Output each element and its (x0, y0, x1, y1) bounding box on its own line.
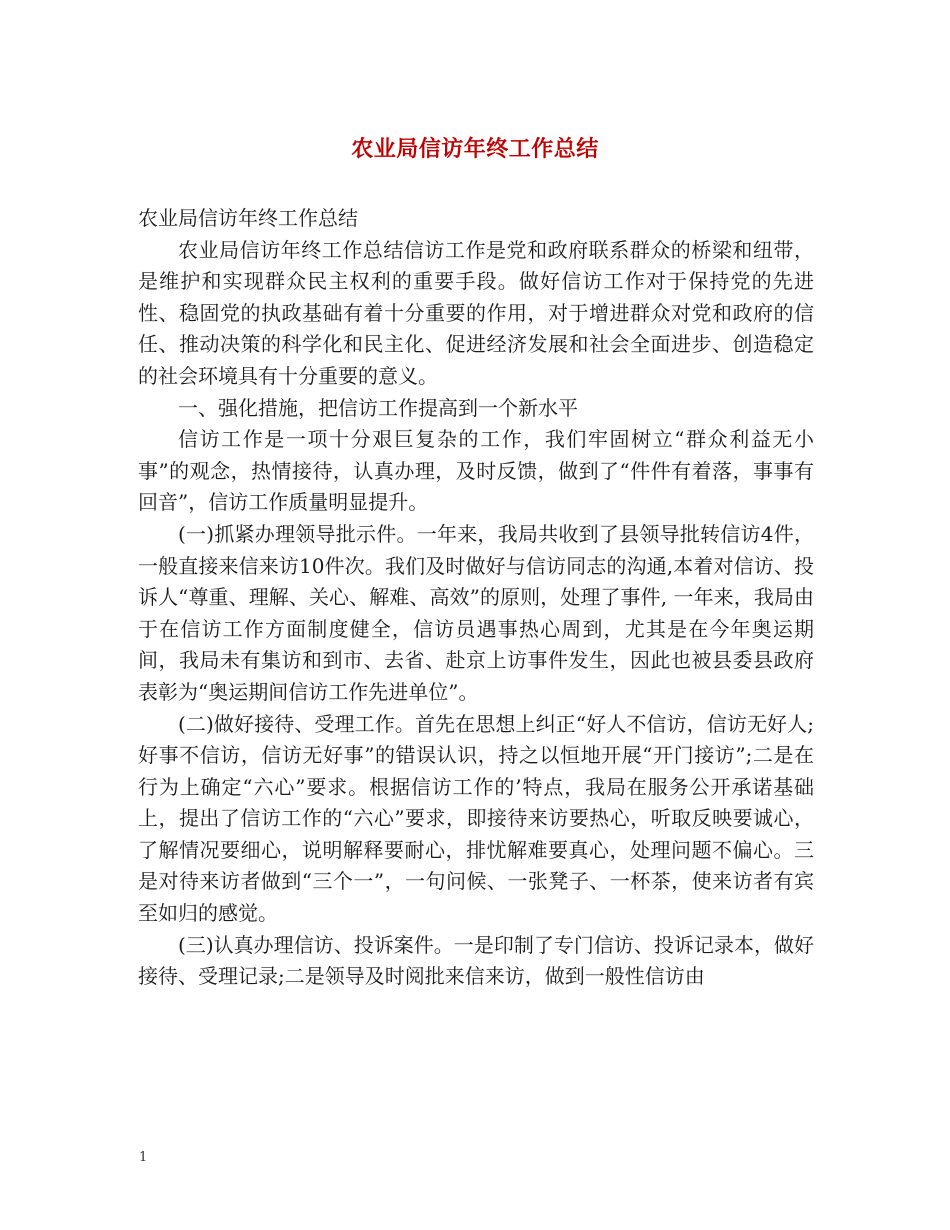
document-heading: 农业局信访年终工作总结 (138, 206, 358, 230)
page-number: 1 (139, 1150, 148, 1165)
section-heading-1: 一、强化措施，把信访工作提高到一个新水平 (178, 395, 578, 420)
paragraph-intro: 农业局信访年终工作总结信访工作是党和政府联系群众的桥梁和纽带，是维护和实现群众民主权利的重要手段。做好信访工作对于保持党的先进性、稳固党的执政基础有着十分重要的作用，对于增进群众对党和政府的信任、推动决策的科学化和民主化、促进经济发展和社会全面进步、创造稳定的社会环境具有十分重要的意义。 (138, 237, 814, 388)
document-title: 农业局信访年终工作总结 (351, 137, 599, 162)
paragraph-section-1: 信访工作是一项十分艰巨复杂的工作，我们牢固树立“群众利益无小事”的观念，热情接待，认真办理，及时反馈，做到了“件件有着落，事事有回音”，信访工作质量明显提升。 (138, 427, 814, 515)
paragraph-subsection-2: (二)做好接待、受理工作。首先在思想上纠正“好人不信访，信访无好人;好事不信访，信访无好事”的错误认识，持之以恒地开展“开门接访”;二是在行为上确定“六心”要求。根据信访工作的’特点，我局在服务公开承诺基础上，提出了信访工作的“六心”要求，即接待来访要热心，听取反映要诚心，了解情况要细心，说明解释要耐心，排忧解难要真心，处理问题不偏心。三是对待来访者做到“三个一”，一句问候、一张凳子、一杯茶，使来访者有宾至如归的感觉。 (138, 711, 814, 926)
paragraph-subsection-1: (一)抓紧办理领导批示件。一年来，我局共收到了县领导批转信访4件，一般直接来信来访10件次。我们及时做好与信访同志的沟通,本着对信访、投诉人“尊重、理解、关心、解难、高效”的原则，处理了事件, 一年来，我局由于在信访工作方面制度健全，信访员遇事热心周到，尤其是在今年奥运期间，我局未有集访和到市、去省、赴京上访事件发生，因此也被县委县政府表彰为“奥运期间信访工作先进单位”。 (138, 521, 814, 704)
paragraph-subsection-3: (三)认真办理信访、投诉案件。一是印制了专门信访、投诉记录本，做好接待、受理记录;二是领导及时阅批来信来访，做到一般性信访由 (138, 932, 814, 989)
document-body (138, 203, 814, 993)
